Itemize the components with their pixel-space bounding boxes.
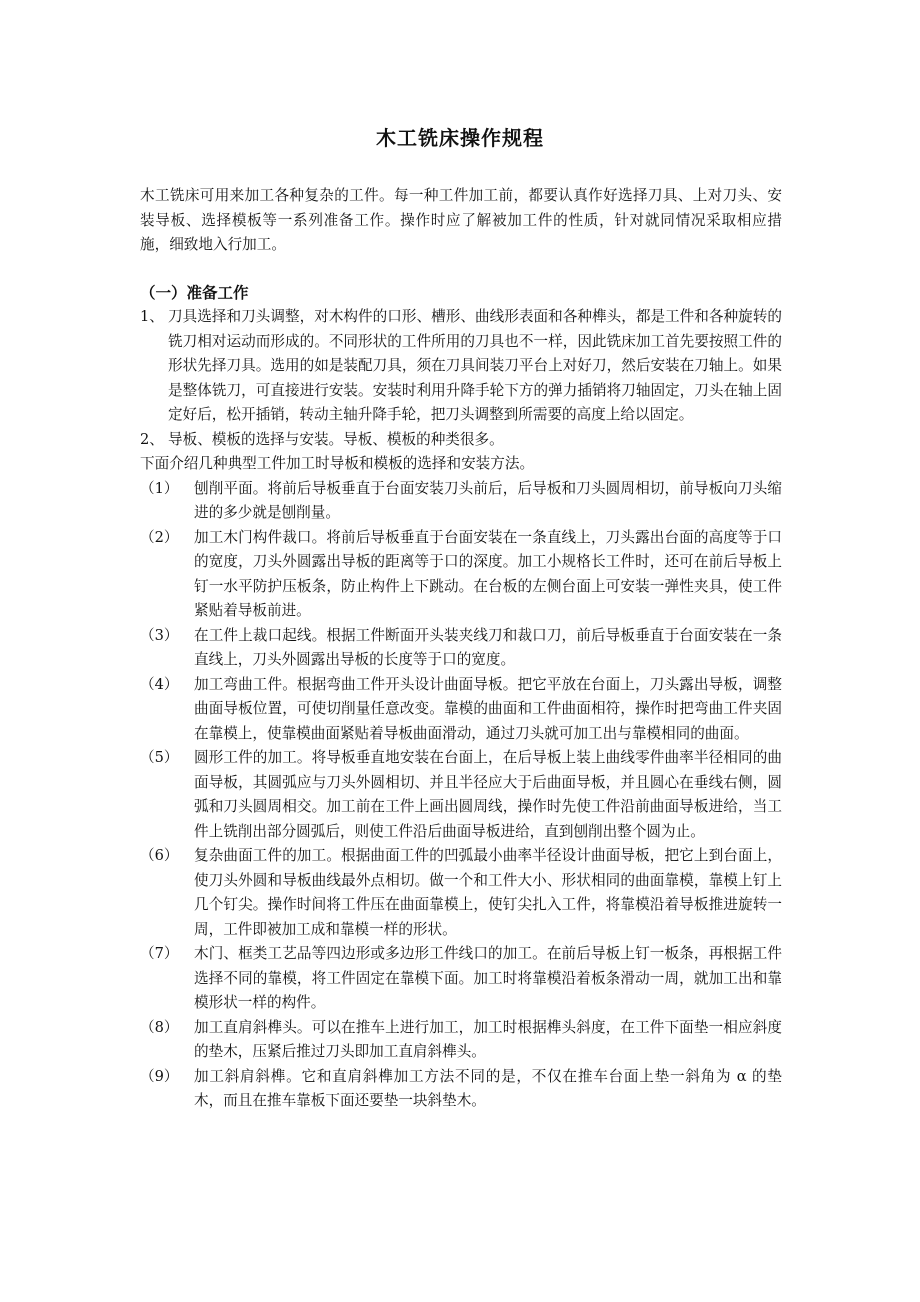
sub-item-number: （3） [140, 626, 179, 644]
sub-item-text: 在工件上裁口起线。根据工件断面开头装夹线刀和裁口刀，前后导板垂直于台面安装在一条直线上，刀头外圆露出导板的长度等于口的宽度。 [194, 626, 782, 668]
sub-item [140, 942, 782, 1016]
sub-item [140, 526, 782, 624]
item-text: 导板、模板的选择与安装。导板、模板的种类很多。 [168, 430, 504, 448]
lead-sentence: 下面介绍几种典型工件加工时导板和模板的选择和安装方法。 [140, 455, 535, 472]
sub-item-number: （9） [140, 1067, 179, 1085]
sub-item [140, 844, 782, 942]
sub-item-number: （8） [140, 1018, 179, 1036]
section-heading-preparation: （一）准备工作 [140, 284, 249, 302]
sub-item-number: （6） [140, 847, 179, 864]
preparation-list [140, 305, 782, 1114]
intro-paragraph: 木工铣床可用来加工各种复杂的工件。每一种工件加工前，都要认真作好选择刀具、上对刀头、安装导板、选择模板等一系列准备工作。操作时应了解被加工件的性质，针对就同情况采取相应措施，细致地入行加工。 [140, 187, 782, 253]
item-text: 刀具选择和刀头调整，对木构件的口形、槽形、曲线形表面和各种榫头，都是工件和各种旋转的铣刀相对运动而形成的。不同形状的工件所用的刀具也不一样，因此铣床加工首先要按照工件的形状先择刀具。选用的如是装配刀具，须在刀具间装刀平台上对好刀，然后安装在刀轴上。如果是整体铣刀，可直接进行安装。安装时利用升降手轮下方的弹力插销将刀轴固定，刀头在轴上固定好后，松开插销，转动主轴升降手轮，把刀头调整到所需要的高度上给以固定。 [168, 308, 782, 423]
sub-item [140, 624, 782, 673]
list-item [140, 305, 782, 428]
item-number: 1、 [140, 308, 164, 325]
sub-item-text: 木门、框类工艺品等四边形或多边形工件线口的加工。在前后导板上钉一板条，再根据工件选择不同的靠模，将工件固定在靠模下面。加工时将靠模沿着板条滑动一周，就加工出和靠模形状一样的构件。 [194, 945, 782, 1011]
sub-item [140, 746, 782, 844]
list-item [140, 428, 782, 453]
sub-item-text: 加工斜肩斜榫。它和直肩斜榫加工方法不同的是，不仅在推车台面上垫一斜角为 α 的垫木，而且在推车靠板下面还要垫一块斜垫木。 [194, 1067, 782, 1109]
sub-item [140, 1016, 782, 1065]
sub-item-number: （2） [140, 528, 179, 546]
sub-item-number: （5） [140, 749, 179, 766]
sub-item-number: （1） [140, 479, 179, 497]
sub-item-text: 圆形工件的加工。将导板垂直地安装在台面上，在后导板上装上曲线零件曲率半径相同的曲面导板，其圆弧应与刀头外圆相切、并且半径应大于后曲面导板，并且圆心在垂线右侧，圆弧和刀头圆周相交。加工前在工件上画出圆周线，操作时先使工件沿前曲面导板进给，当工件上铣削出部分圆弧后，则使工件沿后曲面导板进给，直到刨削出整个圆为止。 [194, 749, 782, 840]
sub-item [140, 477, 782, 526]
sub-item-text: 刨削平面。将前后导板垂直于台面安装刀头前后，后导板和刀头圆周相切，前导板向刀头缩进的多少就是刨削量。 [194, 479, 782, 521]
sub-item-text: 加工直肩斜榫头。可以在推车上进行加工，加工时根据榫头斜度，在工件下面垫一相应斜度的垫木，压紧后推过刀头即加工直肩斜榫头。 [194, 1018, 782, 1060]
sub-item [140, 673, 782, 747]
document-title: 木工铣床操作规程 [376, 126, 544, 150]
sub-item-number: （7） [140, 945, 179, 962]
item-number: 2、 [140, 430, 164, 448]
sub-item-text: 复杂曲面工件的加工。根据曲面工件的凹弧最小曲率半径设计曲面导板，把它上到台面上，使刀头外圆和导板曲线最外点相切。做一个和工件大小、形状相同的曲面靠模，靠模上钉上几个钉尖。操作时间将工件压在曲面靠模上，使钉尖扎入工件，将靠模沿着导板推进旋转一周，工件即被加工成和靠模一样的形状。 [194, 847, 782, 938]
sub-item-text: 加工木门构件裁口。将前后导板垂直于台面安装在一条直线上，刀头露出台面的高度等于口的宽度，刀头外圆露出导板的距离等于口的深度。加工小规格长工件时，还可在前后导板上钉一水平防护压板条，防止构件上下跳动。在台板的左侧台面上可安装一弹性夹具，使工件紧贴着导板前进。 [194, 528, 782, 619]
sub-item [140, 1065, 782, 1114]
sub-item-number: （4） [140, 675, 179, 693]
sub-item-text: 加工弯曲工件。根据弯曲工件开头设计曲面导板。把它平放在台面上，刀头露出导板，调整曲面导板位置，可使切削量任意改变。靠模的曲面和工件曲面相符，操作时把弯曲工件夹固在靠模上，使靠模曲面紧贴着导板曲面滑动，通过刀头就可加工出与靠模相同的曲面。 [194, 675, 782, 742]
